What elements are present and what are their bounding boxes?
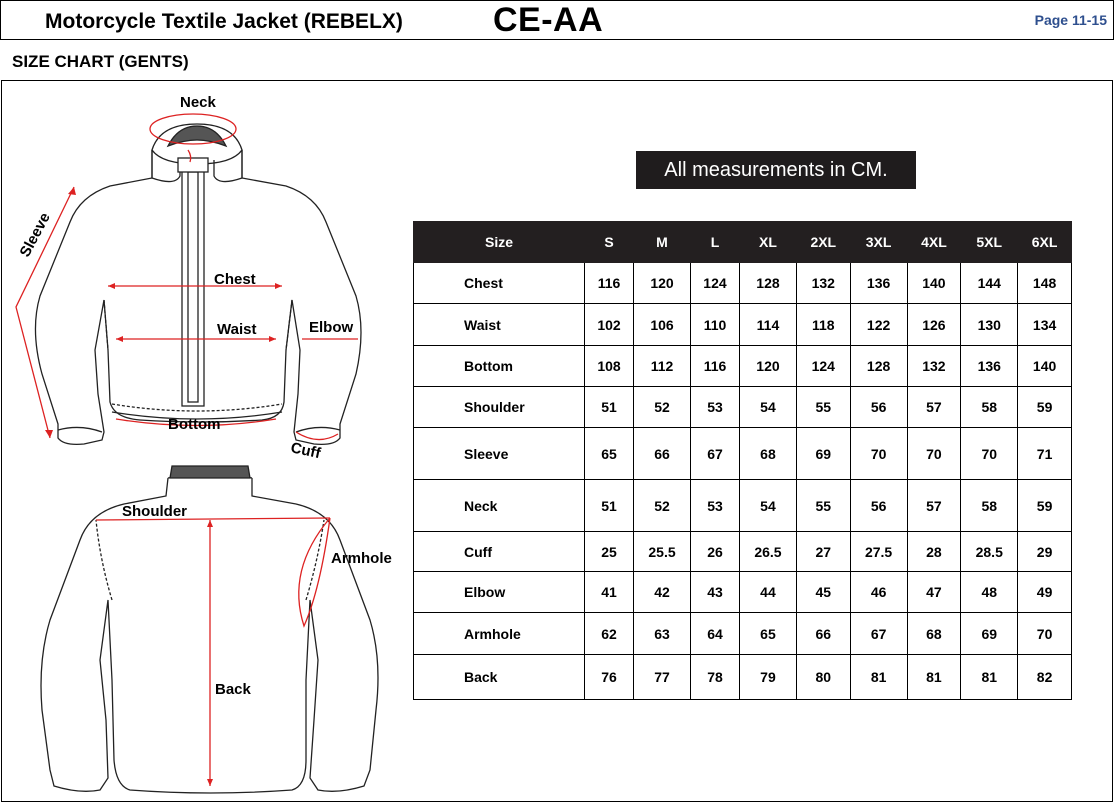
measurement-value: 116 xyxy=(690,346,739,387)
measurement-label: Shoulder xyxy=(414,387,585,428)
measurement-value: 53 xyxy=(690,387,739,428)
measurement-value: 67 xyxy=(690,428,739,480)
measurement-value: 80 xyxy=(796,655,850,700)
size-header-cell: XL xyxy=(740,222,797,263)
waist-label: Waist xyxy=(217,321,257,338)
measurement-value: 48 xyxy=(961,572,1018,613)
sleeve-label: Sleeve xyxy=(16,209,54,260)
size-header-cell: 3XL xyxy=(850,222,907,263)
size-chart-table xyxy=(413,221,1072,700)
table-row xyxy=(414,346,1072,387)
measurement-value: 140 xyxy=(907,263,961,304)
cuff-label: Cuff xyxy=(289,439,323,463)
measurement-value: 46 xyxy=(850,572,907,613)
measurement-label: Elbow xyxy=(414,572,585,613)
measurement-value: 47 xyxy=(907,572,961,613)
measurement-value: 81 xyxy=(961,655,1018,700)
measurement-value: 65 xyxy=(740,613,797,655)
measurement-value: 110 xyxy=(690,304,739,346)
measurement-value: 43 xyxy=(690,572,739,613)
measurement-label: Cuff xyxy=(414,532,585,572)
measurement-value: 124 xyxy=(690,263,739,304)
measurement-value: 56 xyxy=(850,387,907,428)
certification-label: CE-AA xyxy=(493,1,604,39)
measurement-value: 65 xyxy=(585,428,634,480)
size-header-cell: 6XL xyxy=(1018,222,1072,263)
measurement-value: 56 xyxy=(850,480,907,532)
measurement-value: 108 xyxy=(585,346,634,387)
measurement-label: Waist xyxy=(414,304,585,346)
measurement-value: 49 xyxy=(1018,572,1072,613)
armhole-label: Armhole xyxy=(331,550,392,567)
elbow-label: Elbow xyxy=(309,319,354,336)
measurement-value: 68 xyxy=(740,428,797,480)
measurement-value: 68 xyxy=(907,613,961,655)
measurement-value: 58 xyxy=(961,387,1018,428)
measurement-value: 82 xyxy=(1018,655,1072,700)
measurement-value: 77 xyxy=(634,655,691,700)
measurement-value: 64 xyxy=(690,613,739,655)
measurement-value: 102 xyxy=(585,304,634,346)
measurement-value: 116 xyxy=(585,263,634,304)
measurement-value: 132 xyxy=(796,263,850,304)
measurement-value: 130 xyxy=(961,304,1018,346)
measurement-label: Armhole xyxy=(414,613,585,655)
measurement-value: 27 xyxy=(796,532,850,572)
measurement-value: 120 xyxy=(740,346,797,387)
measurement-value: 28.5 xyxy=(961,532,1018,572)
table-row xyxy=(414,428,1072,480)
cuff-measure-line xyxy=(296,432,338,440)
measurement-value: 57 xyxy=(907,480,961,532)
measurement-value: 70 xyxy=(907,428,961,480)
measurement-value: 41 xyxy=(585,572,634,613)
measurement-value: 136 xyxy=(961,346,1018,387)
measurement-value: 132 xyxy=(907,346,961,387)
table-row xyxy=(414,387,1072,428)
measurement-value: 78 xyxy=(690,655,739,700)
table-row xyxy=(414,532,1072,572)
measurement-value: 140 xyxy=(1018,346,1072,387)
size-header-cell: 2XL xyxy=(796,222,850,263)
measurement-label: Sleeve xyxy=(414,428,585,480)
measurement-value: 42 xyxy=(634,572,691,613)
document-header xyxy=(0,0,1114,40)
measurement-value: 63 xyxy=(634,613,691,655)
measurement-value: 66 xyxy=(796,613,850,655)
measurement-value: 148 xyxy=(1018,263,1072,304)
measurement-label: Chest xyxy=(414,263,585,304)
table-row xyxy=(414,304,1072,346)
measurement-label: Bottom xyxy=(414,346,585,387)
measurement-value: 55 xyxy=(796,387,850,428)
measurement-value: 118 xyxy=(796,304,850,346)
measurement-value: 112 xyxy=(634,346,691,387)
measurement-value: 81 xyxy=(907,655,961,700)
measurement-value: 52 xyxy=(634,480,691,532)
measurement-value: 26.5 xyxy=(740,532,797,572)
measurement-value: 54 xyxy=(740,387,797,428)
measurement-value: 124 xyxy=(796,346,850,387)
size-header-cell: S xyxy=(585,222,634,263)
measurement-value: 28 xyxy=(907,532,961,572)
document-title: Motorcycle Textile Jacket (REBELX) xyxy=(45,10,403,33)
table-row xyxy=(414,613,1072,655)
measurement-unit-note: All measurements in CM. xyxy=(636,151,916,189)
measurement-value: 57 xyxy=(907,387,961,428)
measurement-value: 25 xyxy=(585,532,634,572)
size-header-cell: 4XL xyxy=(907,222,961,263)
table-row xyxy=(414,572,1072,613)
measurement-value: 52 xyxy=(634,387,691,428)
measurement-value: 51 xyxy=(585,387,634,428)
neck-label: Neck xyxy=(180,94,216,111)
measurement-value: 120 xyxy=(634,263,691,304)
measurement-value: 128 xyxy=(740,263,797,304)
measurement-value: 53 xyxy=(690,480,739,532)
size-header-cell: M xyxy=(634,222,691,263)
measurement-value: 70 xyxy=(1018,613,1072,655)
measurement-value: 58 xyxy=(961,480,1018,532)
measurement-value: 134 xyxy=(1018,304,1072,346)
measurement-value: 70 xyxy=(850,428,907,480)
measurement-value: 26 xyxy=(690,532,739,572)
measurement-value: 69 xyxy=(796,428,850,480)
bottom-label: Bottom xyxy=(168,416,221,433)
measurement-value: 29 xyxy=(1018,532,1072,572)
measurement-value: 81 xyxy=(850,655,907,700)
measurement-value: 128 xyxy=(850,346,907,387)
measurement-label: Back xyxy=(414,655,585,700)
size-chart-body xyxy=(414,263,1072,700)
section-title: SIZE CHART (GENTS) xyxy=(12,52,189,71)
measurement-value: 76 xyxy=(585,655,634,700)
measurement-value: 44 xyxy=(740,572,797,613)
page-number: Page 11-15 xyxy=(1034,12,1107,28)
measurement-value: 59 xyxy=(1018,480,1072,532)
table-row xyxy=(414,480,1072,532)
measurement-value: 136 xyxy=(850,263,907,304)
chest-label: Chest xyxy=(214,271,256,288)
table-row xyxy=(414,655,1072,700)
measurement-value: 55 xyxy=(796,480,850,532)
measurement-value: 62 xyxy=(585,613,634,655)
measurement-value: 71 xyxy=(1018,428,1072,480)
measurement-value: 67 xyxy=(850,613,907,655)
back-label: Back xyxy=(215,681,251,698)
measurement-value: 45 xyxy=(796,572,850,613)
measurement-value: 25.5 xyxy=(634,532,691,572)
measurement-value: 51 xyxy=(585,480,634,532)
measurement-value: 59 xyxy=(1018,387,1072,428)
jacket-measurement-diagram xyxy=(0,80,410,802)
size-header-cell: 5XL xyxy=(961,222,1018,263)
measurement-value: 106 xyxy=(634,304,691,346)
measurement-value: 54 xyxy=(740,480,797,532)
shoulder-label: Shoulder xyxy=(122,503,188,520)
measurement-value: 122 xyxy=(850,304,907,346)
measurement-value: 66 xyxy=(634,428,691,480)
table-row xyxy=(414,263,1072,304)
armhole-measure-line xyxy=(299,518,330,626)
measurement-value: 27.5 xyxy=(850,532,907,572)
measurement-value: 126 xyxy=(907,304,961,346)
size-header-cell: L xyxy=(690,222,739,263)
measurement-value: 79 xyxy=(740,655,797,700)
measurement-value: 70 xyxy=(961,428,1018,480)
size-column-header: Size xyxy=(414,222,585,263)
size-header-row xyxy=(414,222,1072,263)
measurement-label: Neck xyxy=(414,480,585,532)
measurement-value: 114 xyxy=(740,304,797,346)
measurement-value: 69 xyxy=(961,613,1018,655)
measurement-value: 144 xyxy=(961,263,1018,304)
